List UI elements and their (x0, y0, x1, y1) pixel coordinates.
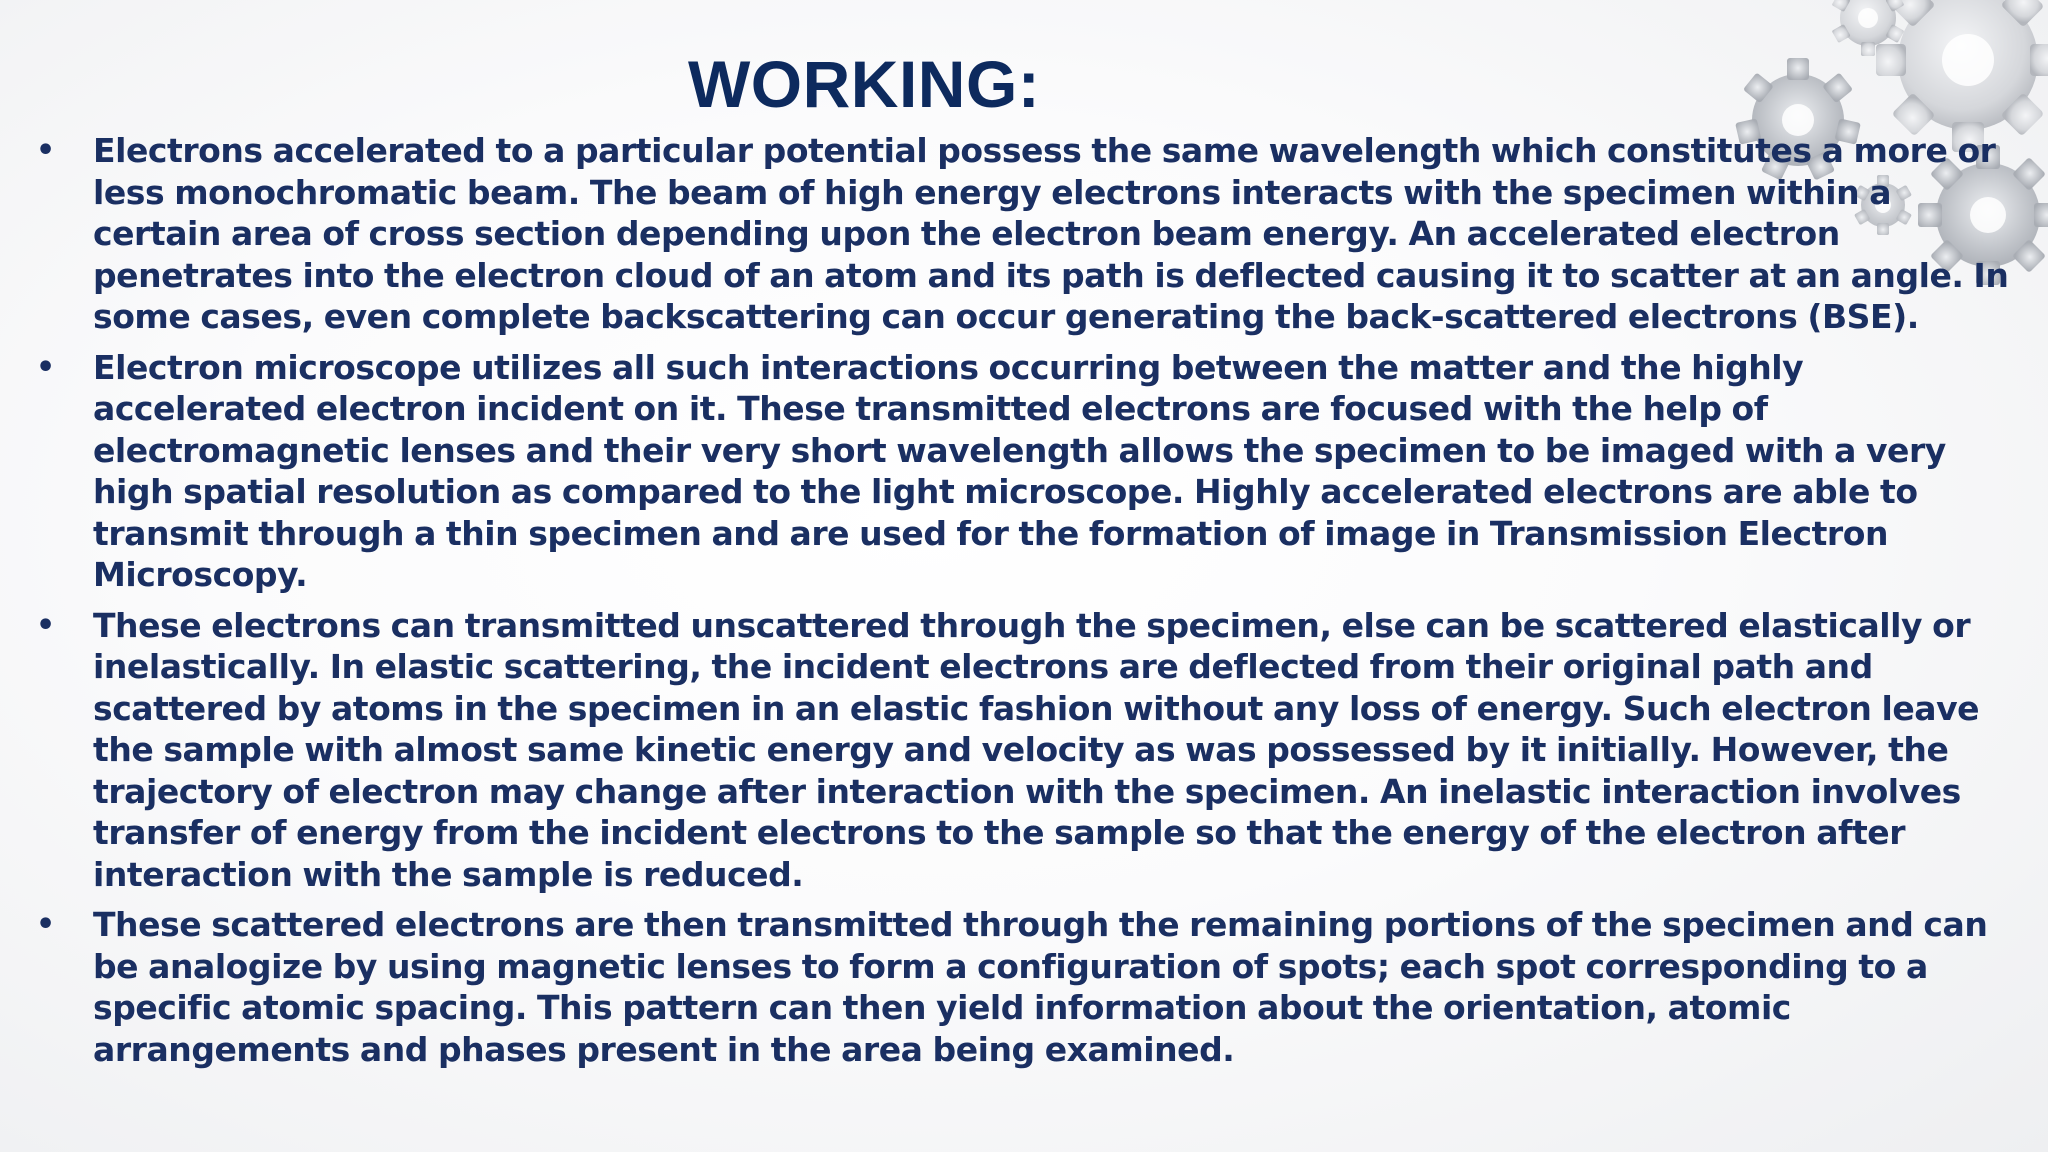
slide-title: WORKING: (688, 47, 1041, 121)
bullet-list (0, 130, 2010, 1079)
bullet-text: These electrons can transmitted unscattered through the specimen, else can be scattered elastically or inelastically. In elastic scattering, the incident electrons are deflected from their original path and scattered by atoms in the specimen in an elastic fashion without any loss of energy. Such electron leave the sample with almost same kinetic energy and velocity as was possessed by it initially. However, the trajectory of electron may change after interaction with the specimen. An inelastic interaction involves transfer of energy from the incident electrons to the sample so that the energy of the electron after interaction with the sample is reduced. (93, 605, 1980, 894)
bullet-dot-icon: • (36, 607, 55, 643)
bullet-text: Electrons accelerated to a particular potential possess the same wavelength which constitutes a more or less monochromatic beam. The beam of high energy electrons interacts with the specimen within a certain area of cross section depending upon the electron beam energy. An accelerated electron penetrates into the electron cloud of an atom and its path is deflected causing it to scatter at an angle. In some cases, even complete backscattering can occur generating the back-scattered electrons (BSE). (93, 131, 2009, 336)
bullet-dot-icon: • (36, 907, 55, 942)
bullet-item (0, 605, 2010, 896)
bullet-dot-icon: • (36, 133, 55, 168)
bullet-item (0, 347, 2010, 596)
bullet-text: These scattered electrons are then transmitted through the remaining portions of the specimen and can be analogize by using magnetic lenses to form a configuration of spots; each spot corresponding to a specific atomic spacing. This pattern can then yield information about the orientation, atomic arrangements and phases present in the area being examined. (93, 905, 1988, 1069)
bullet-item (0, 130, 2010, 338)
bullet-item (0, 904, 2010, 1070)
bullet-text: Electron microscope utilizes all such interactions occurring between the matter and the highly accelerated electron incident on it. These transmitted electrons are focused with the help of electromagnetic lenses and their very short wavelength allows the specimen to be imaged with a very high spatial resolution as compared to the light microscope. Highly accelerated electrons are able to transmit through a thin specimen and are used for the formation of image in Transmission Electron Microscopy. (93, 347, 1946, 594)
bullet-dot-icon: • (36, 349, 55, 385)
